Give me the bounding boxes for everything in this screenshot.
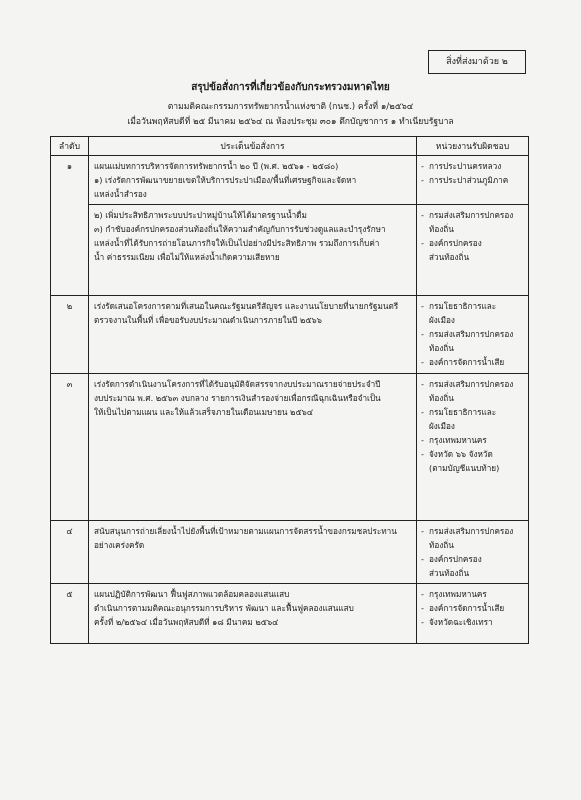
table-row xyxy=(51,374,529,521)
issue-block xyxy=(89,374,416,422)
agency-name: กรมส่งเสริมการปกครอง ท้องถิ่น xyxy=(429,329,514,353)
document-subtitle-1: ตามมติคณะกรรมการทรัพยากรน้ำแห่งชาติ (กนช.) ครั้งที่ ๑/๒๕๖๔ xyxy=(167,102,414,112)
bullet-dash: - xyxy=(421,301,424,311)
table-row xyxy=(51,156,529,296)
agency-name: กรมโยธาธิการและ ผังเมือง xyxy=(429,407,497,431)
agency-block xyxy=(417,296,528,372)
bullet-dash: - xyxy=(421,617,424,627)
table-row xyxy=(51,584,529,644)
issue-line: ครั้งที่ ๒/๒๕๖๔ เมื่อวันพฤหัสบดีที่ ๑๘ มีนาคม ๒๕๖๔ xyxy=(94,617,279,627)
row-number: ๔ xyxy=(51,521,89,584)
agency-name: องค์การจัดการน้ำเสีย xyxy=(429,357,505,367)
bullet-dash: - xyxy=(421,435,424,445)
issue-line: ๑) เร่งรัดการพัฒนาขยายเขตให้บริการประปาเมือง/พื้นที่เศรษฐกิจและจัดหา xyxy=(94,175,357,185)
bullet-dash: - xyxy=(421,210,424,220)
agency-cell xyxy=(417,521,529,584)
issue-line: ๓) กำชับองค์กรปกครองส่วนท้องถิ่นให้ความสำคัญกับการรับช่วงดูแลและบำรุงรักษา xyxy=(94,224,386,234)
bullet-dash: - xyxy=(421,603,424,613)
agency-name: การประปานครหลวง xyxy=(429,161,502,171)
issue-cell xyxy=(89,521,417,584)
table-row xyxy=(51,521,529,584)
bullet-dash: - xyxy=(421,407,424,417)
agency-item xyxy=(421,447,525,475)
issue-cell xyxy=(89,584,417,644)
agency-item xyxy=(421,355,525,369)
table-header-row xyxy=(51,137,529,156)
issue-line: แผนปฏิบัติการพัฒนา ฟื้นฟูสภาพแวดล้อมคลองแสนแสบ xyxy=(94,589,290,599)
agency-item xyxy=(421,299,525,327)
issue-line: อย่างเคร่งครัด xyxy=(94,540,145,550)
header-issue: ประเด็นข้อสั่งการ xyxy=(89,137,417,156)
agency-item xyxy=(421,587,525,601)
issue-line: ให้เป็นไปตามแผน และให้แล้วเสร็จภายในเดือนเมษายน ๒๕๖๔ xyxy=(94,407,314,417)
table-row xyxy=(51,296,529,374)
agency-item xyxy=(421,552,525,580)
issue-block xyxy=(89,296,416,330)
agency-item xyxy=(421,377,525,405)
issue-block xyxy=(89,204,416,295)
bullet-dash: - xyxy=(421,329,424,339)
agency-name: องค์กรปกครอง ส่วนท้องถิ่น xyxy=(429,554,482,578)
row-number: ๑ xyxy=(51,156,89,296)
row-number: ๒ xyxy=(51,296,89,374)
agency-name: กรมส่งเสริมการปกครอง ท้องถิ่น xyxy=(429,210,514,234)
document-title: สรุปข้อสั่งการที่เกี่ยวข้องกับกระทรวงมหาดไทย xyxy=(191,82,390,93)
agency-cell xyxy=(417,374,529,521)
agency-cell xyxy=(417,156,529,296)
issue-line: เร่งรัดการดำเนินงานโครงการที่ได้รับอนุมัติจัดสรรจากงบประมาณรายจ่ายประจำปี xyxy=(94,379,381,389)
bullet-dash: - xyxy=(421,357,424,367)
agency-block xyxy=(417,374,528,478)
agency-name: องค์กรปกครอง ส่วนท้องถิ่น xyxy=(429,238,482,262)
issue-block xyxy=(89,521,416,555)
agency-name: จังหวัด ๖๖ จังหวัด (ตามบัญชีแนบท้าย) xyxy=(429,449,500,473)
issue-line: แหล่งน้ำที่ได้รับการถ่ายโอนภารกิจให้เป็นไปอย่างมีประสิทธิภาพ รวมถึงการเก็บค่า xyxy=(94,238,380,248)
issue-line: แผนแม่บทการบริหารจัดการทรัพยากรน้ำ ๒๐ ปี (พ.ศ. ๒๕๖๑ - ๒๕๘๐) xyxy=(94,161,339,171)
agency-cell xyxy=(417,296,529,374)
bullet-dash: - xyxy=(421,449,424,459)
agency-item xyxy=(421,615,525,629)
agency-name: กรุงเทพมหานคร xyxy=(429,589,487,599)
agency-item xyxy=(421,601,525,615)
attachment-label: สิ่งที่ส่งมาด้วย ๒ xyxy=(428,50,526,74)
issue-line: แหล่งน้ำสำรอง xyxy=(94,189,147,199)
agency-name: กรมส่งเสริมการปกครอง ท้องถิ่น xyxy=(429,379,514,403)
issue-cell xyxy=(89,296,417,374)
agency-item xyxy=(421,405,525,433)
row-number: ๓ xyxy=(51,374,89,521)
agency-item xyxy=(421,236,525,264)
agency-name: กรมส่งเสริมการปกครอง ท้องถิ่น xyxy=(429,526,514,550)
issue-line: สนับสนุนการถ่ายเลี่ยงน้ำไปยังพื้นที่เป้าหมายตามแผนการจัดสรรน้ำของกรมชลประทาน xyxy=(94,526,397,536)
agency-name: องค์การจัดการน้ำเสีย xyxy=(429,603,505,613)
bullet-dash: - xyxy=(421,161,424,171)
issue-line: งบประมาณ พ.ศ. ๒๕๖๓ งบกลาง รายการเงินสำรองจ่ายเพื่อกรณีฉุกเฉินหรือจำเป็น xyxy=(94,393,381,403)
agency-name: การประปาส่วนภูมิภาค xyxy=(429,175,509,185)
issue-line: ดำเนินการตามมติคณะอนุกรรมการบริหาร พัฒนา และฟื้นฟูคลองแสนแสบ xyxy=(94,603,354,613)
issue-line: เร่งรัดเสนอโครงการตามที่เสนอในคณะรัฐมนตรีสัญจร และงานนโยบายที่นายกรัฐมนตรี xyxy=(94,301,399,311)
agency-block xyxy=(417,156,528,204)
agency-name: กรุงเทพมหานคร xyxy=(429,435,487,445)
bullet-dash: - xyxy=(421,238,424,248)
agency-block xyxy=(417,521,528,583)
agency-item xyxy=(421,327,525,355)
bullet-dash: - xyxy=(421,379,424,389)
agency-name: กรมโยธาธิการและ ผังเมือง xyxy=(429,301,497,325)
agency-item xyxy=(421,524,525,552)
directives-table xyxy=(50,136,529,644)
issue-line: ๒) เพิ่มประสิทธิภาพระบบประปาหมู่บ้านให้ได้มาตรฐานน้ำดื่ม xyxy=(94,210,307,220)
bullet-dash: - xyxy=(421,589,424,599)
row-number: ๕ xyxy=(51,584,89,644)
agency-block xyxy=(417,204,528,295)
issue-block xyxy=(89,584,416,632)
bullet-dash: - xyxy=(421,526,424,536)
agency-item xyxy=(421,173,525,187)
agency-item xyxy=(421,208,525,236)
issue-cell xyxy=(89,374,417,521)
bullet-dash: - xyxy=(421,175,424,185)
agency-name: จังหวัดฉะเชิงเทรา xyxy=(429,617,493,627)
issue-line: น้ำ ค่าธรรมเนียม เพื่อไม่ให้แหล่งน้ำเกิดความเสียหาย xyxy=(94,252,280,262)
document-subtitle-2: เมื่อวันพฤหัสบดีที่ ๒๕ มีนาคม ๒๕๖๔ ณ ห้องประชุม ๓๐๑ ตึกบัญชาการ ๑ ทำเนียบรัฐบาล xyxy=(127,117,454,127)
agency-item xyxy=(421,159,525,173)
issue-line: ตรวจงานในพื้นที่ เพื่อขอรับงบประมาณดำเนินการภายในปี ๒๕๖๖ xyxy=(94,315,322,325)
issue-cell xyxy=(89,156,417,296)
agency-cell xyxy=(417,584,529,644)
agency-item xyxy=(421,433,525,447)
header-no: ลำดับ xyxy=(51,137,89,156)
bullet-dash: - xyxy=(421,554,424,564)
issue-block xyxy=(89,156,416,204)
header-agency: หน่วยงานรับผิดชอบ xyxy=(417,137,529,156)
agency-block xyxy=(417,584,528,632)
